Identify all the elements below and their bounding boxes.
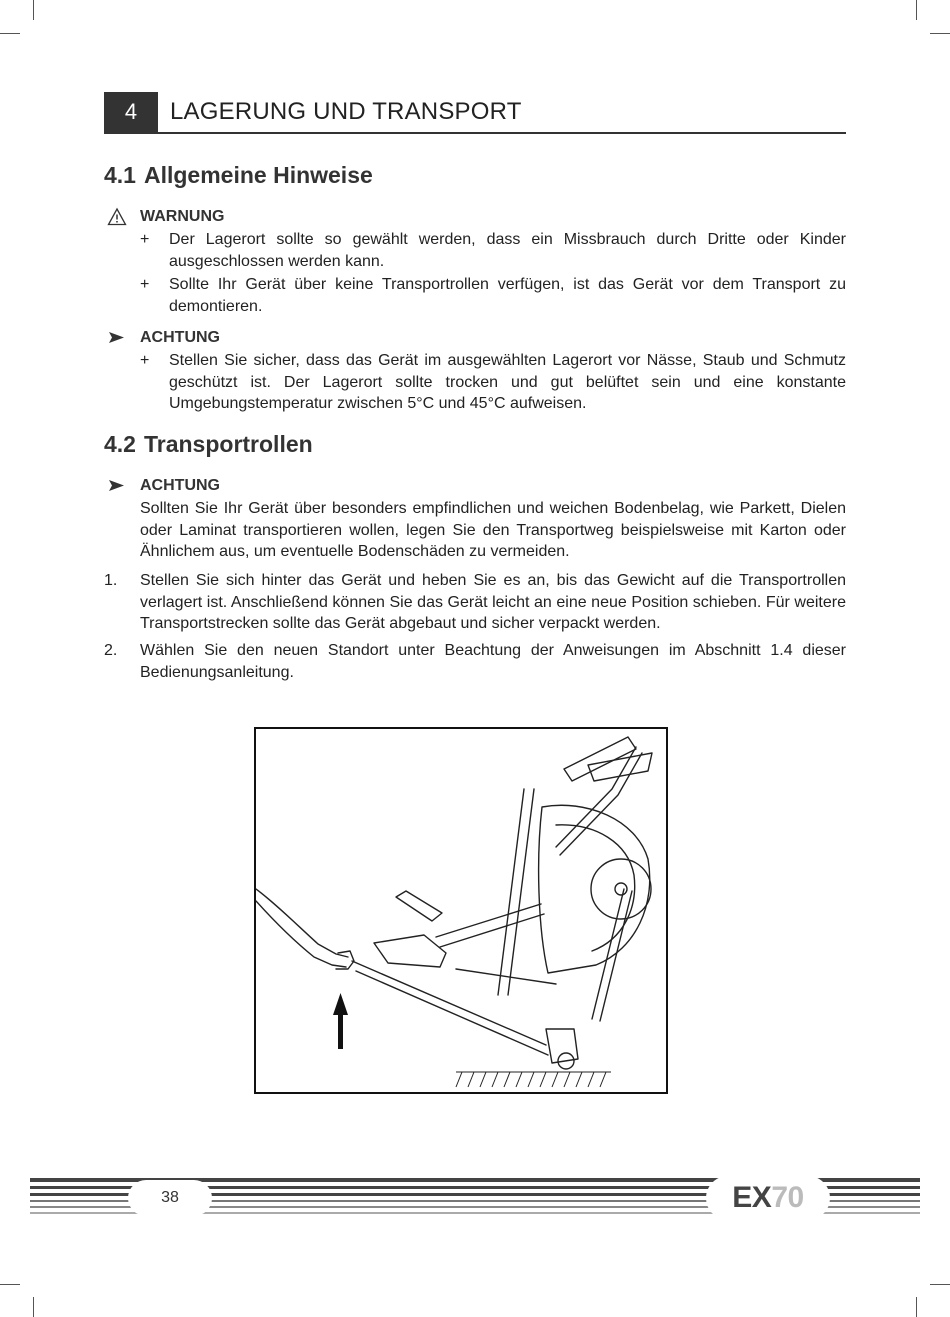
brand-logo [706,1176,830,1220]
crop-mark [930,1284,950,1285]
caution-text: Sollten Sie Ihr Gerät über besonders empfindlichen und weichen Bodenbelag, wie Parkett, Dielen oder Laminat transportieren wollen, legen Sie den Transportweg beispielsweise mit Karton oder Ähnlichem aus, um eventuelle Bodenschäden zu vermeiden. [140,500,846,560]
logo-ex: EX [732,1181,772,1214]
section-heading-4-2 [104,431,313,458]
caution-label: ACHTUNG [140,329,220,346]
crop-mark [0,33,20,34]
step-text: Wählen Sie den neuen Standort unter Beachtung der Anweisungen im Abschnitt 1.4 dieser Bedienungsanleitung. [140,642,846,681]
arrow-flag-icon [107,476,127,496]
lift-arrow-icon [333,993,348,1049]
transport-illustration [254,727,668,1094]
section-title: Transportrollen [143,431,313,457]
chapter-title: LAGERUNG UND TRANSPORT [170,98,522,125]
arrow-flag-icon [107,328,127,348]
chapter-number: 4 [104,92,158,132]
warning-triangle-icon [107,207,127,227]
chapter-header [104,92,846,134]
caution-item: Stellen Sie sicher, dass das Gerät im ausgewählten Lagerort vor Nässe, Staub und Schmutz geschützt ist. Der Lagerort sollte trocken und gut belüftet sein und eine konstante Umgebungstemperatur zwischen 5°C und 45°C aufweisen. [169,352,846,412]
warning-label: WARNUNG [140,208,225,225]
crop-mark [0,1284,20,1285]
section-title: Allgemeine Hinweise [143,162,373,188]
warning-item: Der Lagerort sollte so gewählt werden, dass ein Missbrauch durch Dritte oder Kinder ausgeschlossen werden kann. [169,231,846,270]
caution-label: ACHTUNG [140,477,220,494]
warning-item: Sollte Ihr Gerät über keine Transportrollen verfügen, ist das Gerät vor dem Transport zu demontieren. [169,276,846,315]
bullet-symbol: + [140,276,150,293]
step-text: Stellen Sie sich hinter das Gerät und heben Sie es an, bis das Gewicht auf die Transportrollen verlagert ist. Anschließend können Sie das Gerät leicht an eine neue Position schieben. Für weitere Transportstrecken sollte das Gerät abgebaut und sicher verpackt werden. [140,572,846,632]
page-number: 38 [128,1180,212,1216]
step-number: 1. [104,572,118,589]
logo-number: 70 [771,1181,804,1214]
section-number: 4.2 [104,431,136,457]
crop-mark [916,1297,917,1317]
elliptical-trainer-drawing [256,729,666,1092]
section-number: 4.1 [104,162,136,188]
bullet-symbol: + [140,352,150,369]
crop-mark [33,1297,34,1317]
crop-mark [916,0,917,20]
crop-mark [930,33,950,34]
crop-mark [33,0,34,20]
step-number: 2. [104,642,118,659]
bullet-symbol: + [140,231,150,248]
section-heading-4-1 [104,162,373,189]
